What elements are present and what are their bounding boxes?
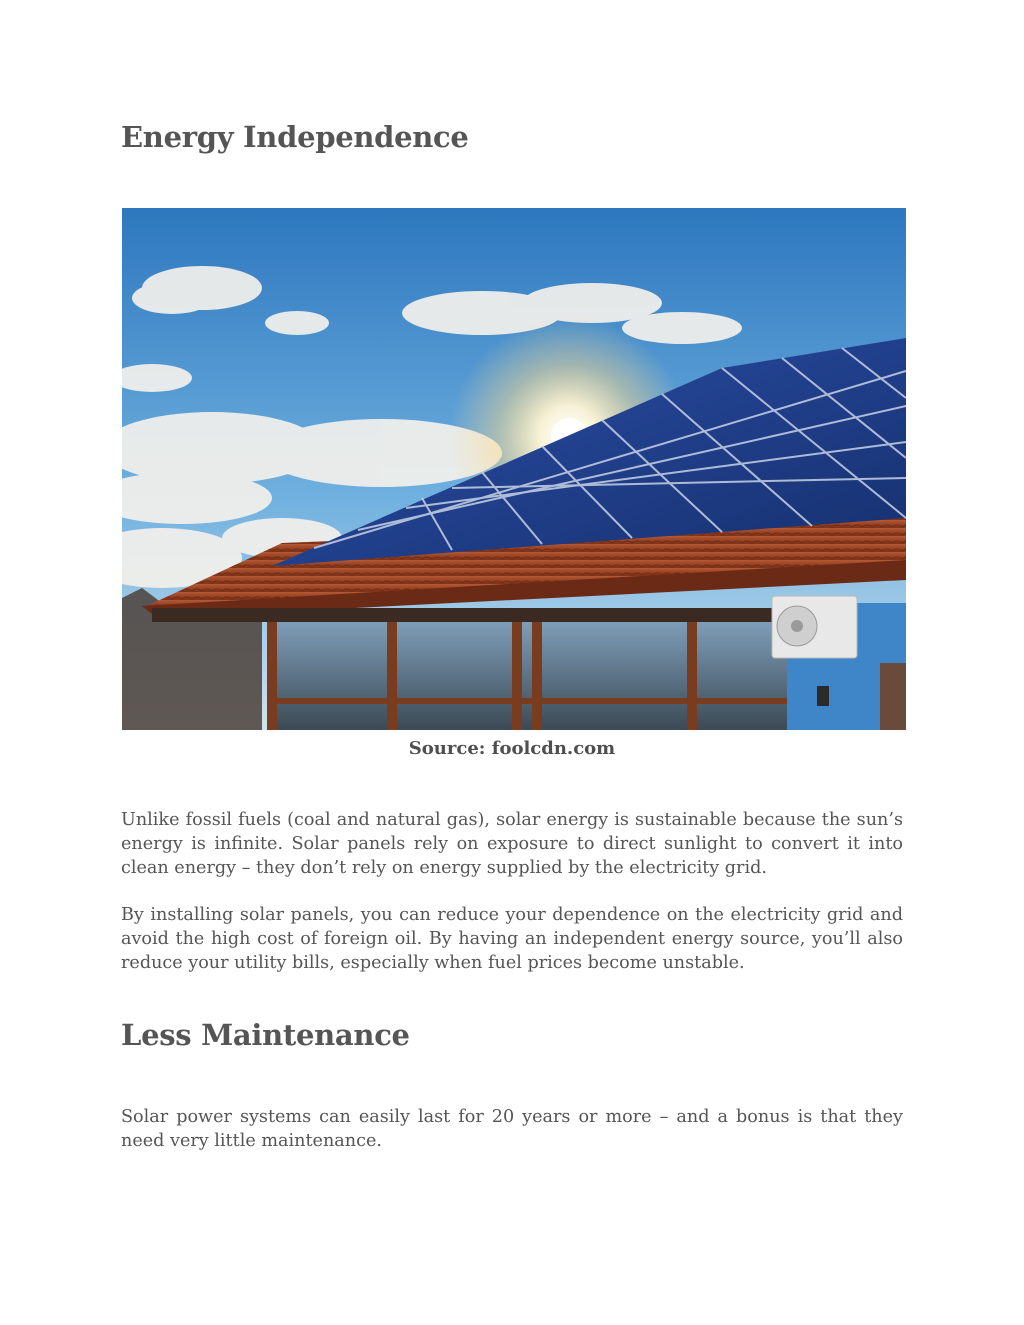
section-heading-energy-independence: Energy Independence (121, 120, 469, 154)
solar-roof-photo (122, 208, 906, 730)
image-caption: Source: foolcdn.com (408, 738, 616, 759)
solar-roof-illustration (122, 208, 906, 730)
paragraph: By installing solar panels, you can reduce your dependence on the electricity grid and avoid the high cost of foreign oil. By having an independent energy source, you’ll also reduce your utility bills, especially when fuel prices become unstable. (121, 905, 903, 973)
section-heading-less-maintenance: Less Maintenance (121, 1018, 410, 1052)
paragraph: Solar power systems can easily last for 20 years or more – and a bonus is that they need very little maintenance. (121, 1107, 903, 1151)
paragraph: Unlike fossil fuels (coal and natural gas), solar energy is sustainable because the sun’s energy is infinite. Solar panels rely on exposure to direct sunlight to convert it into clean energy – they don’t rely on energy supplied by the electricity grid. (121, 810, 903, 878)
